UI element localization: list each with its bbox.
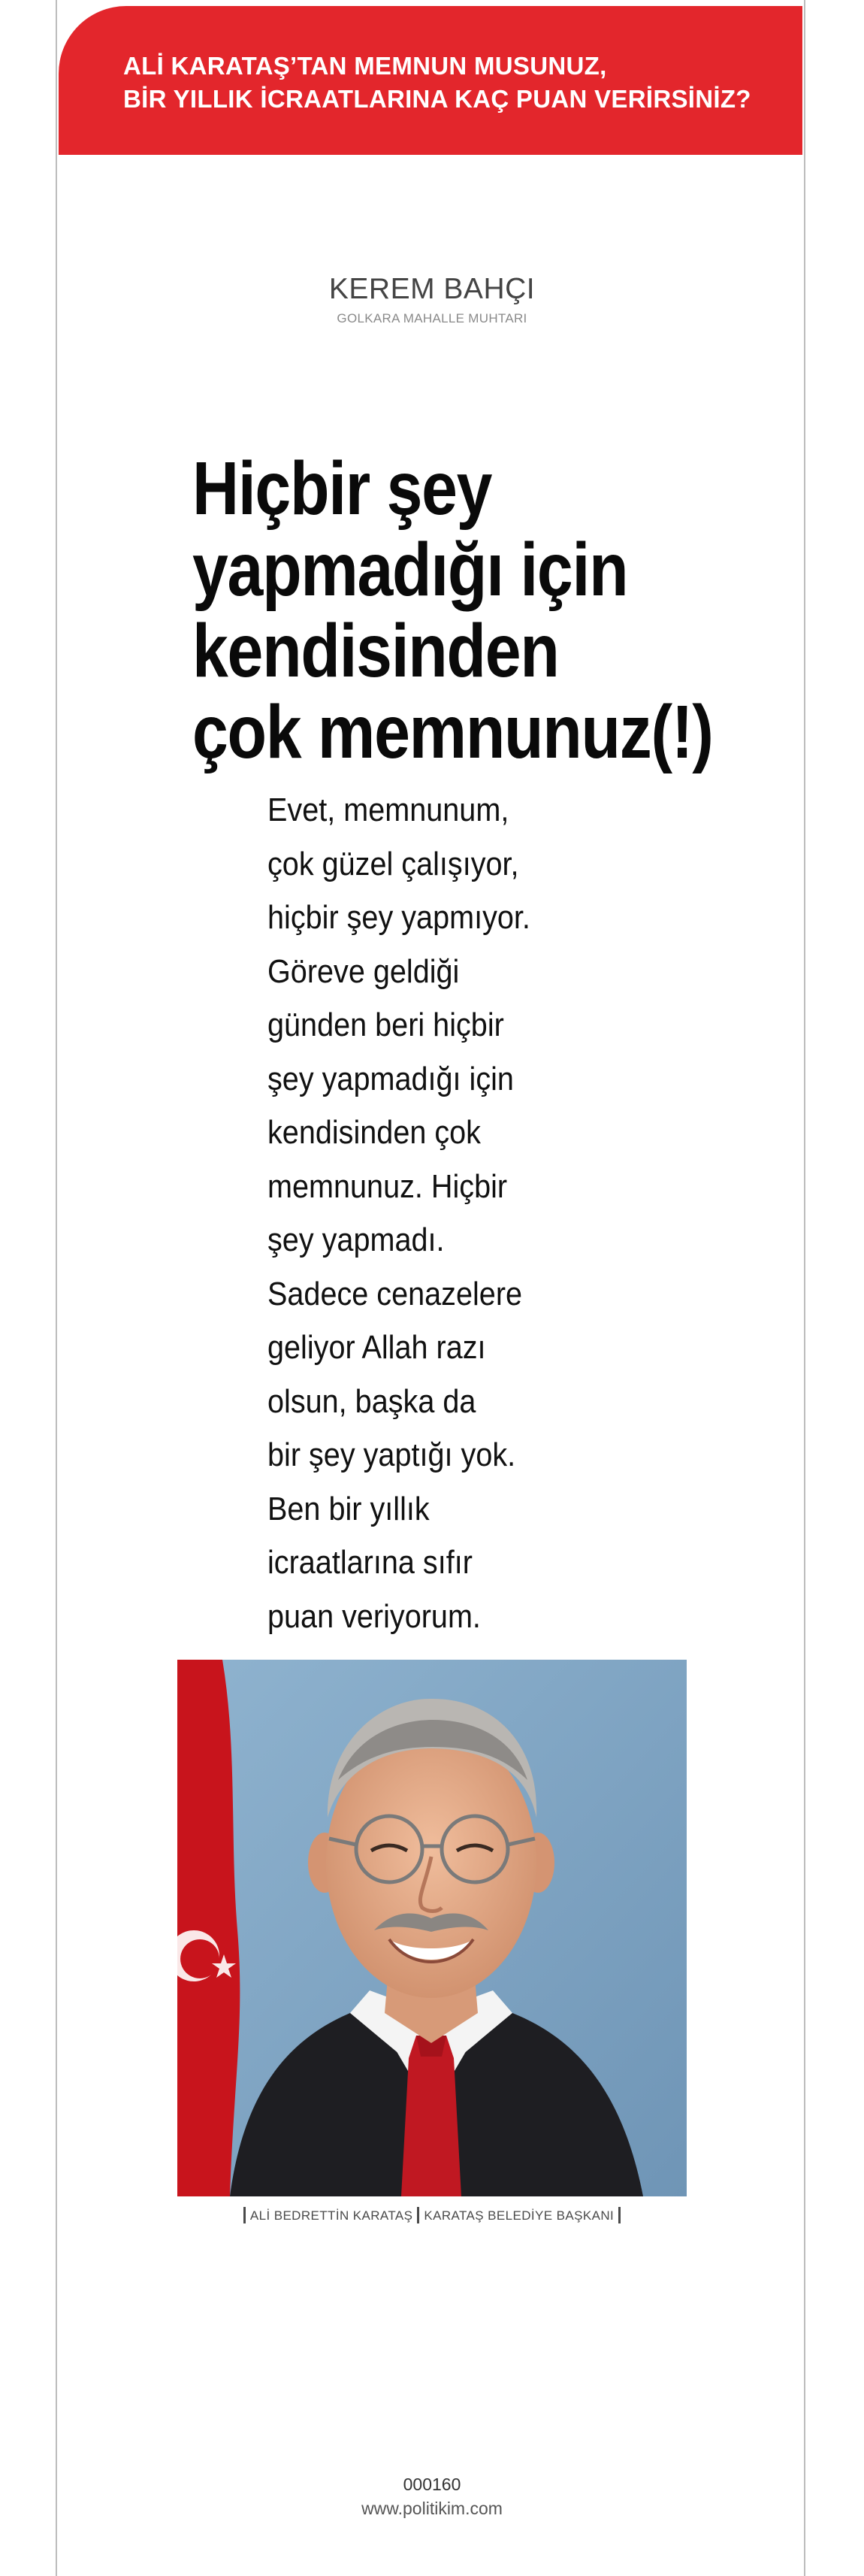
banner-line-1: ALİ KARATAŞ’TAN MEMNUN MUSUNUZ, <box>123 52 607 80</box>
headline-line: Hiçbir şey <box>192 446 492 531</box>
body-line: memnunuz. Hiçbir <box>267 1167 508 1205</box>
body-line: Evet, memnunum, <box>267 792 509 828</box>
body-line: olsun, başka da <box>267 1382 476 1420</box>
banner-line-2: BİR YILLIK İCRAATLARINA KAÇ PUAN VERİRSİNİZ? <box>123 85 751 113</box>
body-line: kendisinden çok <box>267 1114 481 1151</box>
body-line: bir şey yaptığı yok. <box>267 1436 516 1473</box>
body-line: icraatlarına sıfır <box>267 1544 473 1581</box>
author-block <box>0 272 864 326</box>
author-role: GOLKARA MAHALLE MUHTARI <box>337 311 527 325</box>
quote-body <box>267 783 619 1643</box>
body-line: Sadece cenazelere <box>267 1275 523 1312</box>
body-line: hiçbir şey yapmıyor. <box>267 899 530 936</box>
website-url: www.politikim.com <box>361 2499 503 2518</box>
headline-line: kendisinden <box>192 609 559 693</box>
body-line: günden beri hiçbir <box>267 1006 504 1043</box>
caption-title: KARATAŞ BELEDİYE BAŞKANI <box>424 2208 615 2223</box>
body-line: çok güzel çalışıyor, <box>267 845 519 882</box>
body-line: Ben bir yıllık <box>267 1490 430 1527</box>
body-line: şey yapmadı. <box>267 1221 445 1258</box>
body-line: şey yapmadığı için <box>267 1060 514 1097</box>
question-banner <box>59 6 802 155</box>
mayor-portrait-photo <box>177 1660 687 2196</box>
body-line: Göreve geldiği <box>267 952 460 990</box>
author-name: KEREM BAHÇI <box>328 273 536 305</box>
headline-line: yapmadığı için <box>192 528 628 612</box>
caption-separator <box>417 2207 419 2223</box>
caption-name: ALİ BEDRETTİN KARATAŞ <box>249 2208 413 2223</box>
headline-line: çok memnunuz(!) <box>192 690 713 774</box>
page-code: 000160 <box>403 2475 461 2494</box>
page-footer <box>0 2473 864 2521</box>
body-line: puan veriyorum. <box>267 1597 481 1635</box>
photo-caption <box>0 2207 864 2223</box>
body-line: geliyor Allah razı <box>267 1329 486 1366</box>
caption-separator <box>243 2207 246 2223</box>
caption-separator <box>618 2207 621 2223</box>
headline <box>192 446 713 774</box>
